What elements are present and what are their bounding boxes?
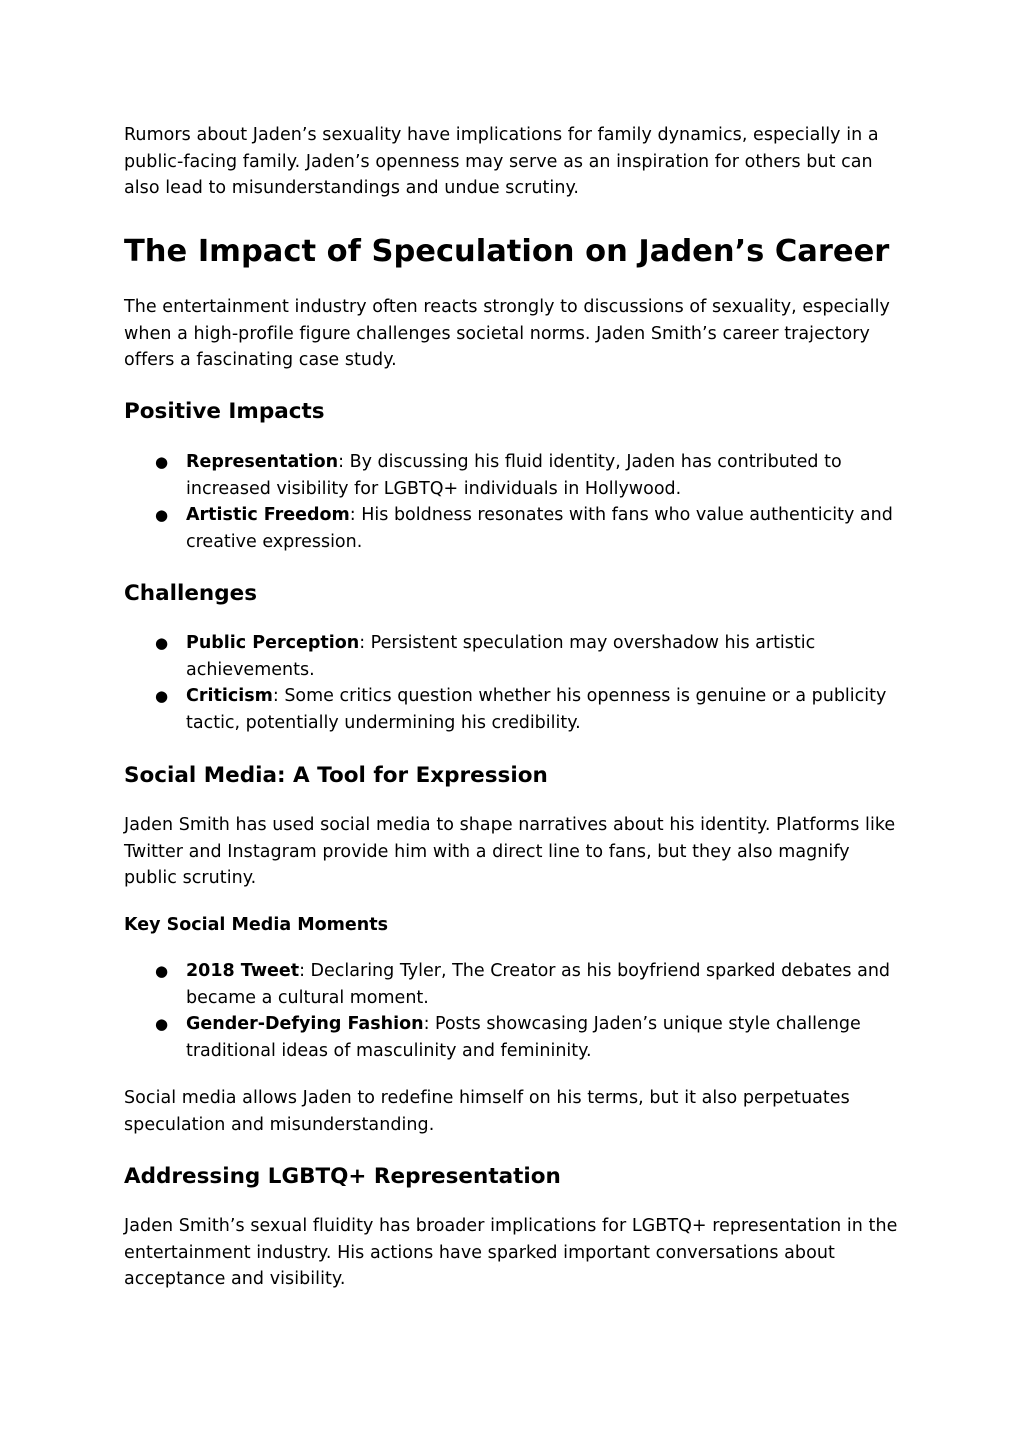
positive-impacts-list [124, 449, 914, 555]
item-text: : His boldness resonates with fans who value authenticity and creative expression. [186, 505, 893, 552]
list-item [124, 1011, 914, 1064]
list-item [124, 683, 914, 736]
section-title: The Impact of Speculation on Jaden’s Career [124, 234, 890, 269]
social-media-closing: Social media allows Jaden to redefine himself on his terms, but it also perpetuates speculation and misunderstanding. [124, 1088, 850, 1135]
positive-impacts-heading: Positive Impacts [124, 399, 325, 424]
list-item [124, 502, 914, 555]
key-moments-subheading: Key Social Media Moments [124, 915, 389, 935]
item-term: Gender-Defying Fashion [186, 1014, 424, 1034]
key-moments-list [124, 958, 914, 1064]
bullet-icon: ● [155, 506, 169, 524]
item-term: Public Perception [186, 633, 360, 653]
item-text: : Declaring Tyler, The Creator as his boyfriend sparked debates and became a cultural moment. [186, 961, 891, 1008]
social-media-heading: Social Media: A Tool for Expression [124, 763, 548, 788]
bullet-icon: ● [155, 1015, 169, 1033]
challenges-list [124, 630, 914, 736]
list-item [124, 958, 914, 1011]
document-page [124, 0, 914, 1446]
item-term: Criticism [186, 686, 273, 706]
list-item [124, 449, 914, 502]
item-text: : Posts showcasing Jaden’s unique style challenge traditional ideas of masculinity and femininity. [186, 1014, 861, 1061]
lgbtq-paragraph: Jaden Smith’s sexual fluidity has broader implications for LGBTQ+ representation in the entertainment industry. His actions have sparked important conversations about acceptance and visibility. [124, 1216, 898, 1289]
social-media-paragraph: Jaden Smith has used social media to shape narratives about his identity. Platforms like Twitter and Instagram provide him with a direct line to fans, but they also magnify public scrutiny. [124, 815, 896, 888]
item-term: 2018 Tweet [186, 961, 300, 981]
item-term: Artistic Freedom [186, 505, 350, 525]
item-text: : Some critics question whether his openness is genuine or a publicity tactic, potentially undermining his credibility. [186, 686, 887, 733]
item-term: Representation [186, 452, 339, 472]
lgbtq-heading: Addressing LGBTQ+ Representation [124, 1164, 561, 1189]
bullet-icon: ● [155, 453, 169, 471]
item-text: : By discussing his fluid identity, Jaden has contributed to increased visibility for LGBTQ+ individuals in Hollywood. [186, 452, 842, 499]
list-item [124, 630, 914, 683]
challenges-heading: Challenges [124, 581, 257, 606]
item-text: : Persistent speculation may overshadow his artistic achievements. [186, 633, 816, 680]
section-paragraph: The entertainment industry often reacts strongly to discussions of sexuality, especially when a high-profile figure challenges societal norms. Jaden Smith’s career trajectory offers a fascinating case study. [124, 297, 890, 370]
intro-paragraph: Rumors about Jaden’s sexuality have implications for family dynamics, especially in a public-facing family. Jaden’s openness may serve as an inspiration for others but can also lead to misunderstandings and undue scrutiny. [124, 125, 879, 198]
bullet-icon: ● [155, 687, 169, 705]
bullet-icon: ● [155, 634, 169, 652]
bullet-icon: ● [155, 962, 169, 980]
